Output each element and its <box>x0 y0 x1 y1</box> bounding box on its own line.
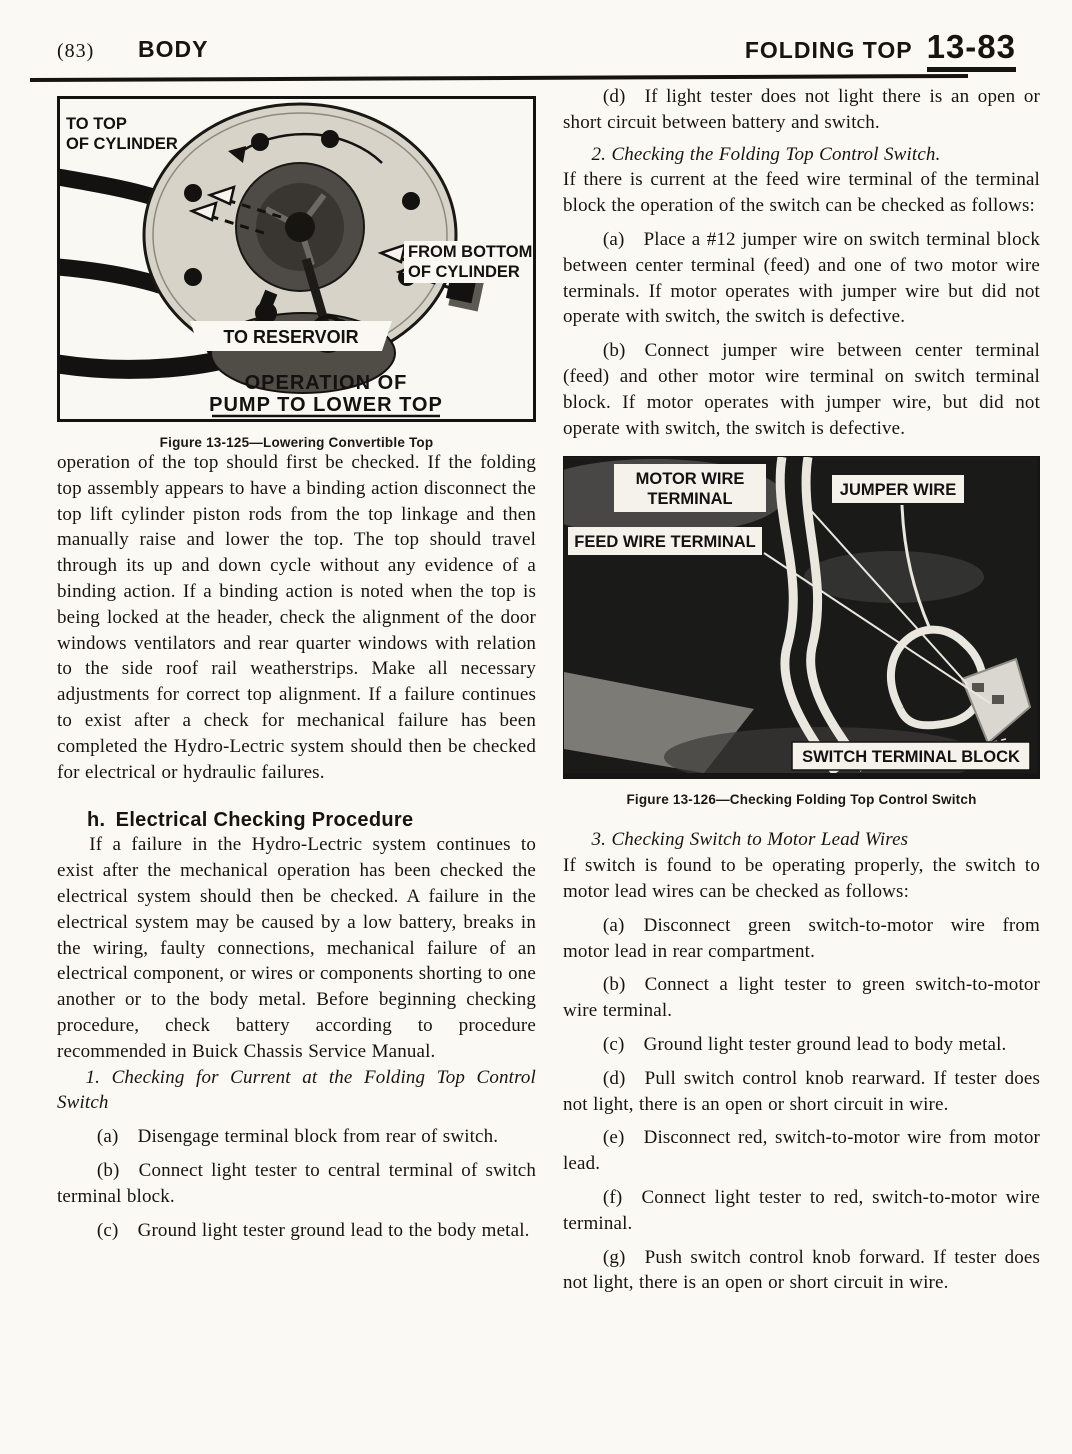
switch-photo <box>564 457 1037 773</box>
heading-electrical-checking: h. Electrical Checking Procedure <box>87 809 414 832</box>
left-column <box>57 96 536 1243</box>
section3-item-b: (b) Connect a light tester to green switch-to-motor wire terminal. <box>563 974 1040 1022</box>
page-number: 13-83 <box>927 28 1016 72</box>
fig125-label-from-bottom-line1: FROM BOTTOM <box>408 243 533 261</box>
list-item-c: (c) Ground light tester ground lead to the body metal. <box>96 1219 530 1241</box>
chapter-title: FOLDING TOP <box>744 37 913 63</box>
body-paragraph-intro: If a failure in the Hydro-Lectric system continues to exist after the mechanical operation has been checked the electrical system should then be checked. A failure in the electrical system may be caused by a low battery, breaks in the wiring, faulty connections, mechanical failure of an electrical component, or wires or components shorting to one another or to the body metal. Before beginning checking procedure, check battery according to procedure recommended in Buick Chassis Service Manual. <box>57 834 536 1062</box>
section-title: BODY <box>138 36 209 62</box>
section3-item-d: (d) Pull switch control knob rearward. If tester does not light, there is an open or short circuit in wire. <box>563 1067 1040 1115</box>
fig126-label-feed: FEED WIRE TERMINAL <box>574 533 756 552</box>
fig125-label-to-top-line2: OF CYLINDER <box>66 135 178 153</box>
section3-item-c: (c) Ground light tester ground lead to body metal. <box>602 1033 1007 1055</box>
subheading-2: 2. Checking the Folding Top Control Switch. <box>591 143 941 165</box>
section3-item-e: (e) Disconnect red, switch-to-motor wire from motor lead. <box>563 1127 1040 1175</box>
fig126-label-motor-line2: TERMINAL <box>647 490 733 509</box>
pump-diagram <box>60 99 533 419</box>
section3-intro: If switch is found to be operating properly, the switch to motor lead wires can be checked as follows: <box>563 855 1040 902</box>
section3-item-a: (a) Disconnect green switch-to-motor wire from motor lead in rear compartment. <box>563 914 1040 962</box>
list-item-a: (a) Disengage terminal block from rear of switch. <box>96 1126 499 1148</box>
body-paragraph-continuation: operation of the top should first be checked. If the folding top assembly appears to have a binding action disconnect the top lift cylinder piston rods from the top linkage and then manually raise and lower the top. The top should travel through its up and down cycle without any evidence of a binding action. If a binding action is noted when the top is being locked at the header, check the alignment of the door windows ventilators and rear quarter windows with relation to the side roof rail weatherstrips. Make all necessary adjustments for correct top alignment. If a failure continues to exist after a check for mechanical failure has been completed the Hydro-Lectric system should then be checked for electrical or hydraulic failures. <box>57 452 536 783</box>
figure-13-125 <box>57 96 536 422</box>
figure-13-126 <box>563 456 1040 779</box>
section3-item-g: (g) Push switch control knob forward. If tester does not light, there is an open or short circuit in wire. <box>563 1246 1040 1294</box>
subheading-3: 3. Checking Switch to Motor Lead Wires <box>591 829 909 851</box>
fig126-label-jumper: JUMPER WIRE <box>839 481 957 500</box>
section2-item-b: (b) Connect jumper wire between center terminal (feed) and other motor wire terminal on switch terminal block. If motor operates with jumper wire, but did not operate with switch, the switch is defective. <box>563 340 1040 439</box>
section3-item-f: (f) Connect light tester to red, switch-to-motor wire terminal. <box>563 1186 1040 1234</box>
header-right <box>745 28 1016 72</box>
subheading-1: 1. Checking for Current at the Folding Top Control Switch <box>57 1066 536 1114</box>
fig126-label-switch-block: SWITCH TERMINAL BLOCK <box>802 748 1020 767</box>
fig125-title-line1: OPERATION OF <box>244 372 408 394</box>
right-column <box>563 84 1040 1296</box>
fig126-label-motor-line1: MOTOR WIRE <box>635 470 745 489</box>
figure-13-125-caption: Figure 13-125—Lowering Convertible Top <box>159 435 434 450</box>
list-item-b: (b) Connect light tester to central terminal of switch terminal block. <box>57 1159 536 1207</box>
fig125-title-line2: PUMP TO LOWER TOP <box>209 394 443 416</box>
section2-intro: If there is current at the feed wire terminal of the terminal block the operation of the switch can be checked as follows: <box>563 169 1040 217</box>
list-item-d: (d) If light tester does not light there is an open or short circuit between battery and switch. <box>563 86 1040 133</box>
section2-item-a: (a) Place a #12 jumper wire on switch terminal block between center terminal (feed) and one of two motor wire terminals. If motor operates with jumper wire but did not operate with switch, the switch is defective. <box>563 228 1040 328</box>
figure-13-126-caption: Figure 13-126—Checking Folding Top Control Switch <box>626 792 977 808</box>
fig125-label-to-reservoir: TO RESERVOIR <box>223 327 359 347</box>
fig125-label-to-top-line1: TO TOP <box>66 115 127 133</box>
page-ref: (83) <box>57 40 95 62</box>
header-rule <box>30 74 968 82</box>
fig125-label-from-bottom-line2: OF CYLINDER <box>408 263 520 281</box>
